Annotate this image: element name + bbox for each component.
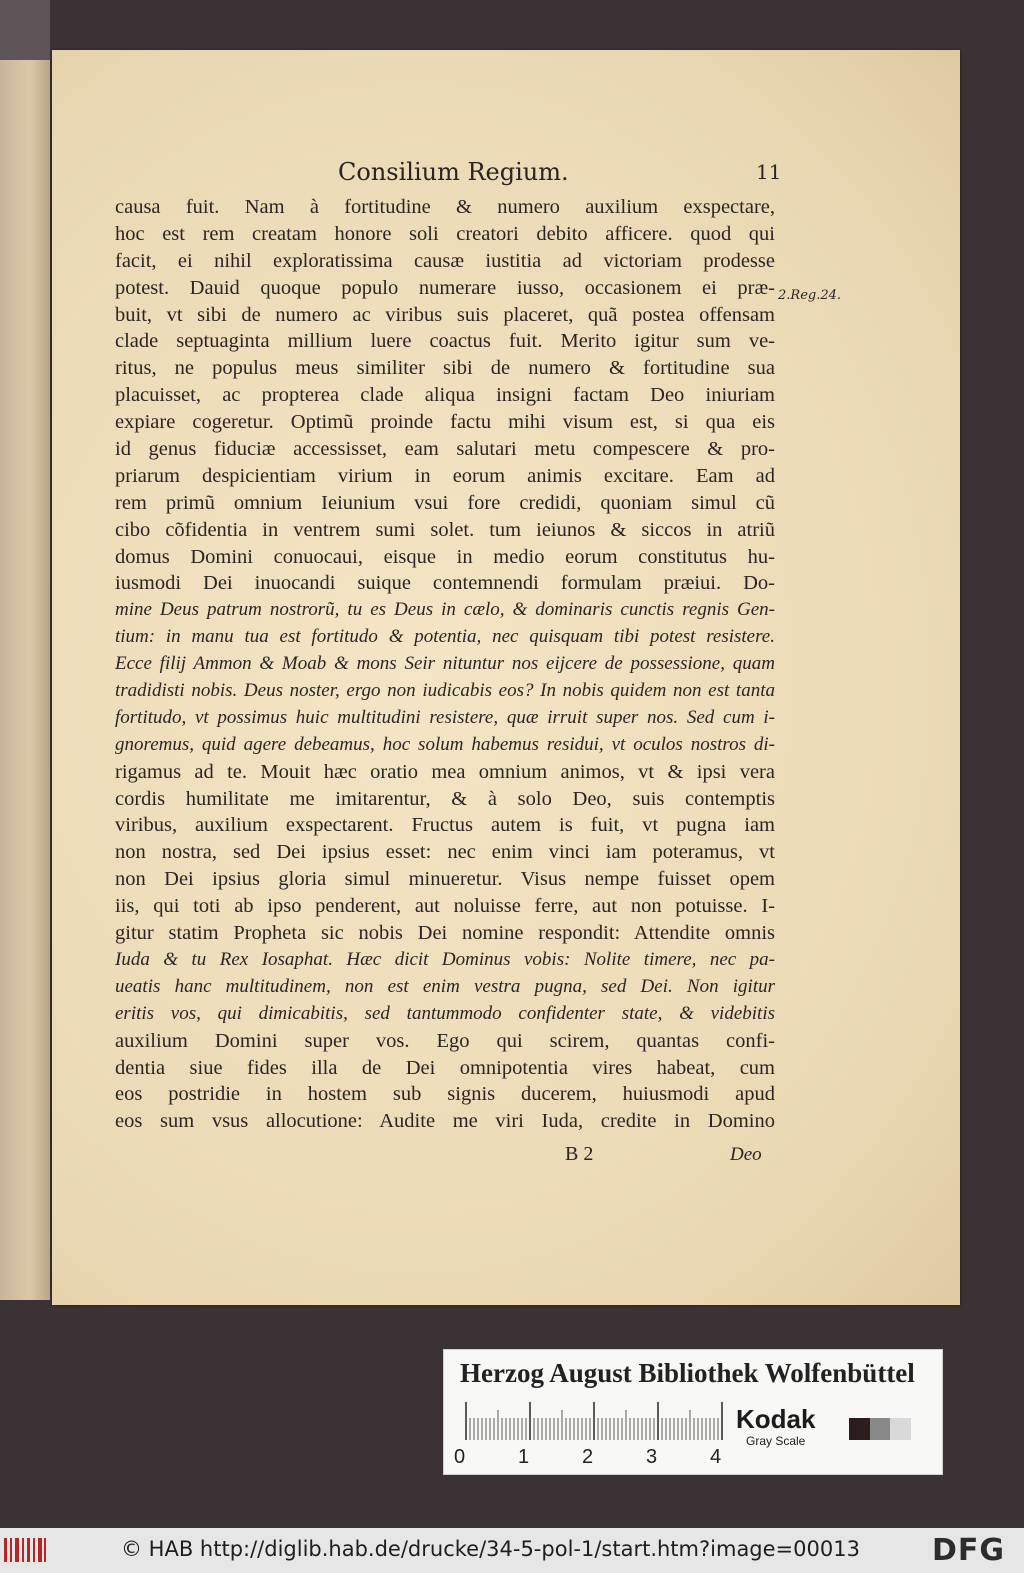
text-line: eos sum vsus allocutione: Audite me viri Iuda, credite in Domino [115,1110,775,1133]
text-line: causa fuit. Nam à fortitudine & numero auxilium exspectare, [115,196,775,218]
gray-swatch [849,1418,870,1440]
text-line: tium: in manu tua est fortitudo & potentia, nec quisquam tibi potest resistere. [115,626,775,648]
color-reference-card [443,1349,943,1475]
dfg-logo: DFG [932,1533,1006,1568]
source-url[interactable]: © HAB http://diglib.hab.de/drucke/34-5-pol-1/start.htm?image=00013 [121,1537,860,1561]
scan-corner [0,0,50,60]
margin-note: 2.Reg.24. [778,288,842,303]
ruler-number: 1 [518,1446,530,1468]
text-line: ritus, ne populus meus similiter sibi de numero & fortitudine sua [115,357,775,380]
ruler-numbers [454,1446,734,1468]
ruler-number: 4 [710,1446,722,1468]
text-line: priarum despicientiam virium in eorum animis excitare. Eam ad [115,464,775,487]
gray-swatch [870,1418,891,1440]
text-line: ueatis hanc multitudinem, non est enim vestra pugna, sed Dei. Non igitur [115,975,775,997]
text-line: domus Domini conuocaui, eisque in medio eorum constitutus hu- [115,545,775,568]
ruler-scale [462,1400,727,1442]
text-line: eritis vos, qui dimicabitis, sed tantummodo confidenter state, & videbitis [115,1002,775,1024]
ruler-number: 2 [582,1446,594,1468]
text-line: facit, ei nihil exploratissima causæ iustitia ad victoriam prodesse [115,249,775,272]
text-line: iusmodi Dei inuocandi suique contemnendi formulam præiui. Do- [115,572,775,595]
facing-page-edge [0,0,50,1300]
text-line: hoc est rem creatam honore soli creatori debito afficere. quod qui [115,222,775,245]
footer-bar [0,1528,1024,1573]
text-line: iis, qui toti ab ipso penderent, aut noluisse ferre, aut non potuisse. I- [115,895,775,918]
gray-swatches [849,1418,911,1440]
text-line: mine Deus patrum nostrorũ, tu es Deus in cælo, & dominaris cunctis regnis Gen- [115,599,775,621]
text-line: expiare cogeretur. Optimũ proinde factu mihi visum est, si qua eis [115,411,775,434]
gray-scale-label: Gray Scale [746,1434,806,1448]
text-line: viribus, auxilium exspectarent. Fructus autem is fuit, vt pugna iam [115,814,775,837]
card-title: Herzog August Bibliothek Wolfenbüttel [460,1358,915,1388]
text-line: cordis humilitate me imitarentur, & à solo Deo, suis contemptis [115,787,775,810]
ruler-number: 0 [454,1446,466,1468]
catchword: Deo [730,1144,762,1165]
text-line: placuisset, ac propterea clade aliqua insigni factam Deo iniuriam [115,384,775,407]
ruler-number: 3 [646,1446,658,1468]
text-line: tradidisti nobis. Deus noster, ergo non iudicabis eos? In nobis quidem non est tanta [115,680,775,702]
text-line: Iuda & tu Rex Iosaphat. Hæc dicit Dominus vobis: Nolite timere, nec pa- [115,948,775,970]
text-line: rigamus ad te. Mouit hæc oratio mea omnium animos, vt & ipsi vera [115,760,775,783]
signature-mark: B 2 [565,1143,594,1165]
text-line: eos postridie in hostem sub signis ducerem, huiusmodi apud [115,1083,775,1106]
text-line: fortitudo, vt possimus huic multitudini resistere, quæ irruit super nos. Sed cum i- [115,706,775,728]
text-line: cibo cõfidentia in ventrem sumi solet. tum ieiunos & siccos in atriũ [115,518,775,541]
text-line: Ecce filij Ammon & Moab & mons Seir nituntur nos eijcere de possessione, quam [115,653,775,675]
gray-swatch [890,1418,911,1440]
text-line: id genus fiduciæ accessisset, eam salutari metu compescere & pro- [115,438,775,461]
body-text [115,194,775,1135]
text-line: rem primũ omnium Ieiunium vsui fore credidi, quoniam simul cũ [115,491,775,514]
page-number: 11 [756,160,782,184]
text-line: auxilium Domini super vos. Ego qui scirem, quantas confi- [115,1029,775,1052]
kodak-brand: Kodak [736,1404,816,1434]
text-line: potest. Dauid quoque populo numerare iusso, occasionem ei præ- [115,276,775,299]
text-line: buit, vt sibi de numero ac viribus suis placeret, quã postea offensam [115,303,775,326]
text-line: clade septuaginta millium luere coactus fuit. Merito igitur sum ve- [115,330,775,353]
running-title: Consilium Regium. [338,158,569,186]
text-line: non nostra, sed Dei ipsius esset: nec enim vinci iam poteramus, vt [115,841,775,864]
text-line: gitur statim Propheta sic nobis Dei nomine respondit: Attendite omnis [115,922,775,945]
hab-barcode-logo-icon [4,1536,46,1564]
text-line: gnoremus, quid agere debeamus, hoc solum habemus residui, vt oculos nostros di- [115,733,775,755]
text-line: dentia siue fides illa de Dei omnipotentia vires habeat, cum [115,1056,775,1079]
text-line: non Dei ipsius gloria simul minueretur. Visus nempe fuisset opem [115,868,775,891]
